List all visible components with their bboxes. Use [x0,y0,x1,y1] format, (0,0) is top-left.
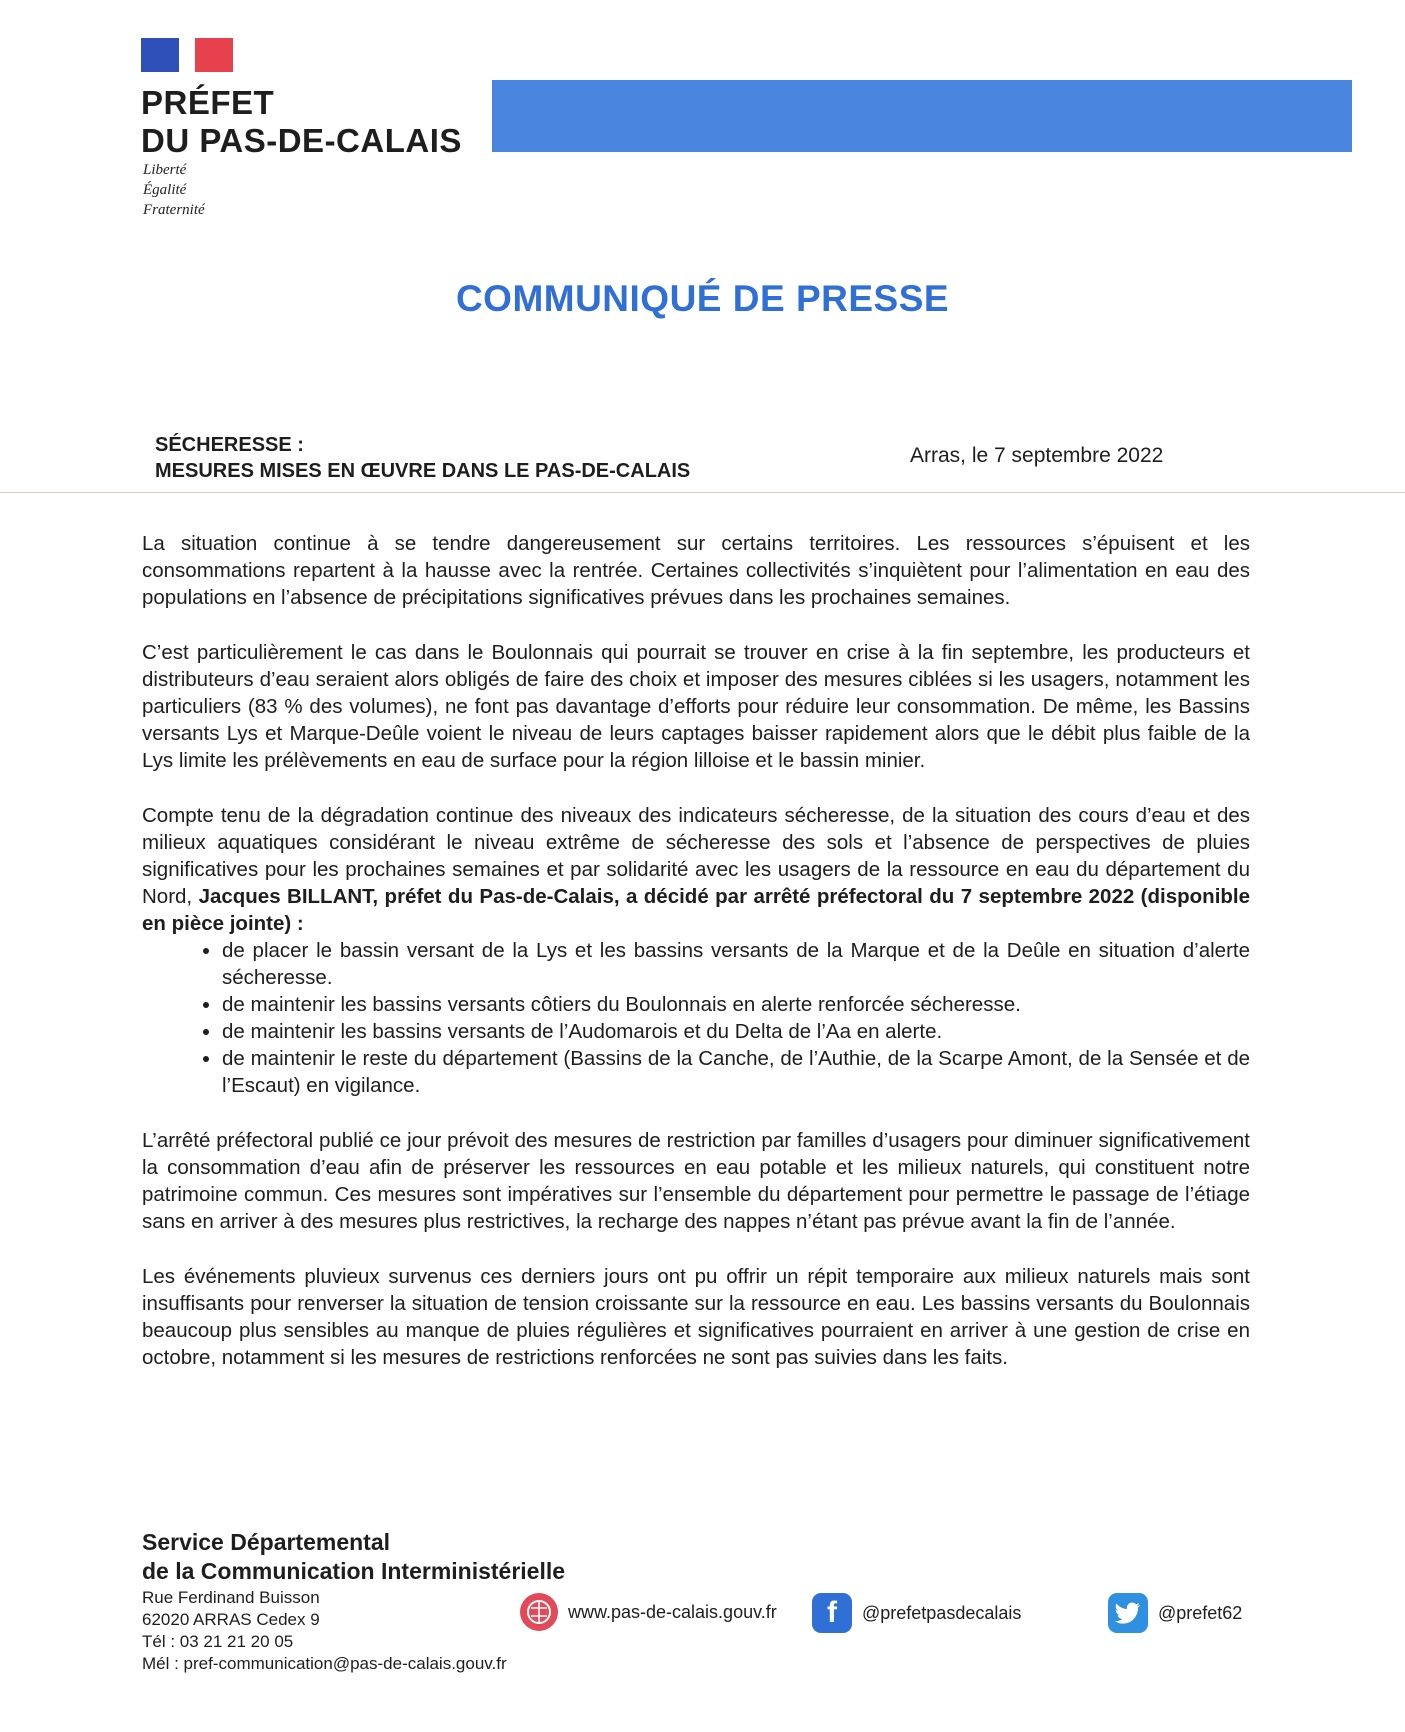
motto-liberte: Liberté [143,162,187,178]
address-city: 62020 ARRAS Cedex 9 [142,1610,320,1629]
twitter-handle[interactable]: @prefet62 [1158,1602,1243,1623]
release-date: Arras, le 7 septembre 2022 [910,444,1164,467]
measures-list [142,937,1250,1099]
divider [0,492,1405,493]
list-item: • de maintenir les bassins versants de l’Audomarois et du Delta de l’Aa en alerte. [222,1018,1250,1045]
paragraph-3-bold: Jacques BILLANT, préfet du Pas-de-Calais, a décidé par arrêté préfectoral du 7 septembre 2022 (disponible en pièce jointe) : [142,885,1251,935]
republic-motto [143,160,205,220]
press-body [142,530,1250,1399]
address-street: Rue Ferdinand Buisson [142,1588,320,1607]
paragraph-5: Les événements pluvieux survenus ces derniers jours ont pu offrir un répit temporaire aux milieux naturels mais sont insuffisants pour renverser la situation de tension croissante sur la ressource en eau. Les bassins versants du Boulonnais beaucoup plus sensibles au manque de pluies régulières et significatives pourraient en arriver à une gestion de crise en octobre, notamment si les mesures de restrictions renforcées ne sont pas suivies dans les faits. [142,1265,1250,1369]
paragraph-1: La situation continue à se tendre dangereusement sur certains territoires. Les ressources s’épuisent et les consommations repartent à la hausse avec la rentrée. Certaines collectivités s’inquiètent pour l’alimentation en eau des populations en l’absence de précipitations significatives prévues dans les prochaines semaines. [142,532,1250,609]
service-line-1: Service Départemental [142,1529,391,1555]
list-item: • de placer le bassin versant de la Lys et les bassins versants de la Marque et de la Deûle en situation d’alerte sécheresse. [222,937,1250,991]
list-item: • de maintenir le reste du département (Bassins de la Canche, de l’Authie, de la Scarpe Amont, de la Sensée et de l’Escaut) en vigilance. [222,1045,1250,1099]
website-url[interactable]: www.pas-de-calais.gouv.fr [568,1601,777,1622]
subject-line-2: MESURES MISES EN ŒUVRE DANS LE PAS-DE-CALAIS [155,460,691,482]
motto-fraternite: Fraternité [143,202,205,218]
header-band [492,80,1352,152]
address-phone: Tél : 03 21 21 20 05 [142,1632,294,1651]
paragraph-3 [142,802,1250,937]
subject-line-1: SÉCHERESSE : [155,434,304,456]
republic-flag-logo [141,38,233,72]
facebook-icon: f [812,1593,852,1633]
address-email[interactable]: Mél : pref-communication@pas-de-calais.gouv.fr [142,1654,507,1673]
contact-address [142,1587,507,1675]
facebook-handle[interactable]: @prefetpasdecalais [862,1602,1022,1623]
paragraph-2: C’est particulièrement le cas dans le Boulonnais qui pourrait se trouver en crise à la fin septembre, les producteurs et distributeurs d’eau seraient alors obligés de faire des choix et imposer des mesures ciblées si les usagers, notamment les particuliers (83 % des volumes), ne font pas davantage d’efforts pour réduire leur consommation. De même, les Bassins versants Lys et Marque-Deûle voient le niveau de leurs captages baisser rapidement alors que le débit plus faible de la Lys limite les prélèvements en eau de surface pour la région lilloise et le bassin minier. [142,641,1250,772]
twitter-icon [1108,1593,1148,1633]
website-icon [520,1593,558,1631]
service-name [142,1528,565,1586]
website-link[interactable] [520,1593,777,1631]
issuer-line-1: PRÉFET [141,84,275,121]
issuer-name [141,84,462,160]
paragraph-4: L’arrêté préfectoral publié ce jour prévoit des mesures de restriction par familles d’usagers pour diminuer significativement la consommation d’eau afin de préserver les ressources en eau potable et les milieux naturels, qui constituent notre patrimoine commun. Ces mesures sont impératives sur l’ensemble du département pour permettre le passage de l’étiage sans en arriver à des mesures plus restrictives, la recharge des nappes n’étant pas prévue avant la fin de l’année. [142,1129,1250,1233]
twitter-link[interactable] [1108,1593,1242,1633]
list-item: • de maintenir les bassins versants côtiers du Boulonnais en alerte renforcée sécheresse. [222,991,1250,1018]
issuer-line-2: DU PAS-DE-CALAIS [141,122,462,159]
paragraph-3-text: Compte tenu de la dégradation continue des niveaux des indicateurs sécheresse, de la situation des cours d’eau et des milieux aquatiques considérant le niveau extrême de sécheresse des sols et l’absence de perspectives de pluies significatives pour les prochaines semaines et par solidarité avec les usagers de la ressource en eau du département du Nord, [142,804,1250,908]
service-line-2: de la Communication Interministérielle [142,1558,566,1584]
press-subject [155,432,690,484]
facebook-link[interactable] [812,1593,1021,1633]
motto-egalite: Égalité [143,182,187,198]
document-title: COMMUNIQUÉ DE PRESSE [455,278,950,319]
